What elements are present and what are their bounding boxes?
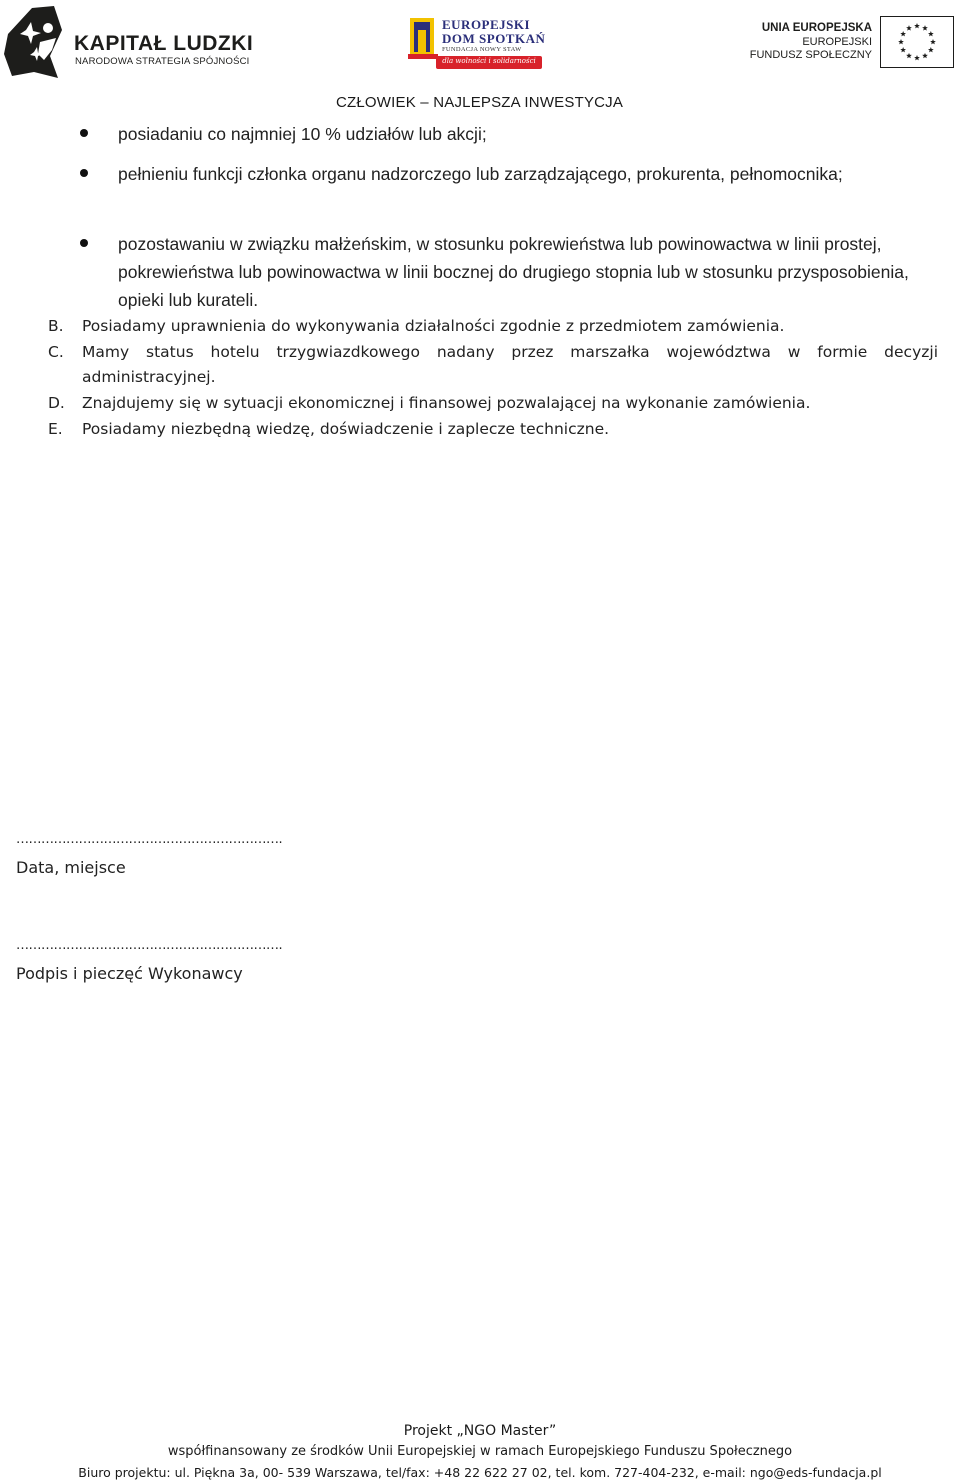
footer-project: Projekt „NGO Master” [403,1423,557,1439]
statement-text: Mamy status hotelu trzygwiazdkowego nadany przez marszałka województwa w formie decyzji administracyjnej. [82,343,938,386]
page-header [0,0,960,120]
eds-tagline-band [436,56,542,69]
unia-europejska-logo [749,14,956,70]
bullet-icon [80,239,88,247]
date-dotted-line: ………………………………………………………. [16,832,283,847]
eds-building-icon [408,16,438,60]
kapital-ludzki-title: KAPITAŁ LUDZKI [74,32,254,55]
ue-line2: EUROPEJSKI [802,36,872,48]
statement-text: Znajdujemy się w sytuacji ekonomicznej i finansowej pozwalającej na wykonanie zamówienia. [82,394,811,412]
motto: CZŁOWIEK – NAJLEPSZA INWESTYCJA [336,94,624,111]
kapital-ludzki-subtitle: NARODOWA STRATEGIA SPÓJNOŚCI [75,56,250,67]
list-item-text: posiadaniu co najmniej 10 % udziałów lub akcji; [118,124,487,144]
bullet-icon [80,129,88,137]
date-place-label: Data, miejsce [16,858,126,877]
ue-line3: FUNDUSZ SPOŁECZNY [749,49,872,61]
europejski-dom-spotkan-logo [408,14,548,72]
signature-dotted-line: ………………………………………………………. [16,938,283,953]
footer-office: Biuro projektu: ul. Piękna 3a, 00- 539 Warszawa, tel/fax: +48 22 622 27 02, tel. kom. 727-404-232, e-mail: ngo@eds-fundacja.pl [78,1465,882,1480]
ue-line1: UNIA EUROPEJSKA [761,22,872,34]
eds-name-line1: EUROPEJSKI [442,17,531,32]
statement-text: Posiadamy uprawnienia do wykonywania działalności zgodnie z przedmiotem zamówienia. [82,317,785,335]
eds-name-line3: FUNDACJA NOWY STAW [442,46,522,53]
list-item-text: pełnieniu funkcji członka organu nadzorczego lub zarządzającego, prokurenta, pełnomocnika; [118,164,843,184]
kapital-ludzki-emblem-icon [4,4,68,80]
statement-text: Posiadamy niezbędną wiedzę, doświadczenie i zaplecze techniczne. [82,420,610,438]
footer-cofinanced: współfinansowany ze środków Unii Europejskiej w ramach Europejskiego Funduszu Społecznego [167,1444,793,1459]
eu-flag-icon [880,16,954,68]
statement-marker: C. [48,343,64,361]
bullet-icon [80,169,88,177]
signature-label: Podpis i pieczęć Wykonawcy [16,964,243,983]
kapital-ludzki-logo [4,4,254,80]
statement-marker: E. [48,420,63,438]
statement-marker: B. [48,317,64,335]
list-item-text: pozostawaniu w związku małżeńskim, w stosunku pokrewieństwa lub powinowactwa w linii prostej, pokrewieństwa lub powinowactwa w linii bocznej do drugiego stopnia lub w stosunku przysposobienia, opieki lub kurateli. [118,234,909,310]
eds-name-line2: DOM SPOTKAŃ [442,31,546,46]
eds-tagline: dla wolności i solidarności [442,57,536,65]
statement-marker: D. [48,394,65,412]
